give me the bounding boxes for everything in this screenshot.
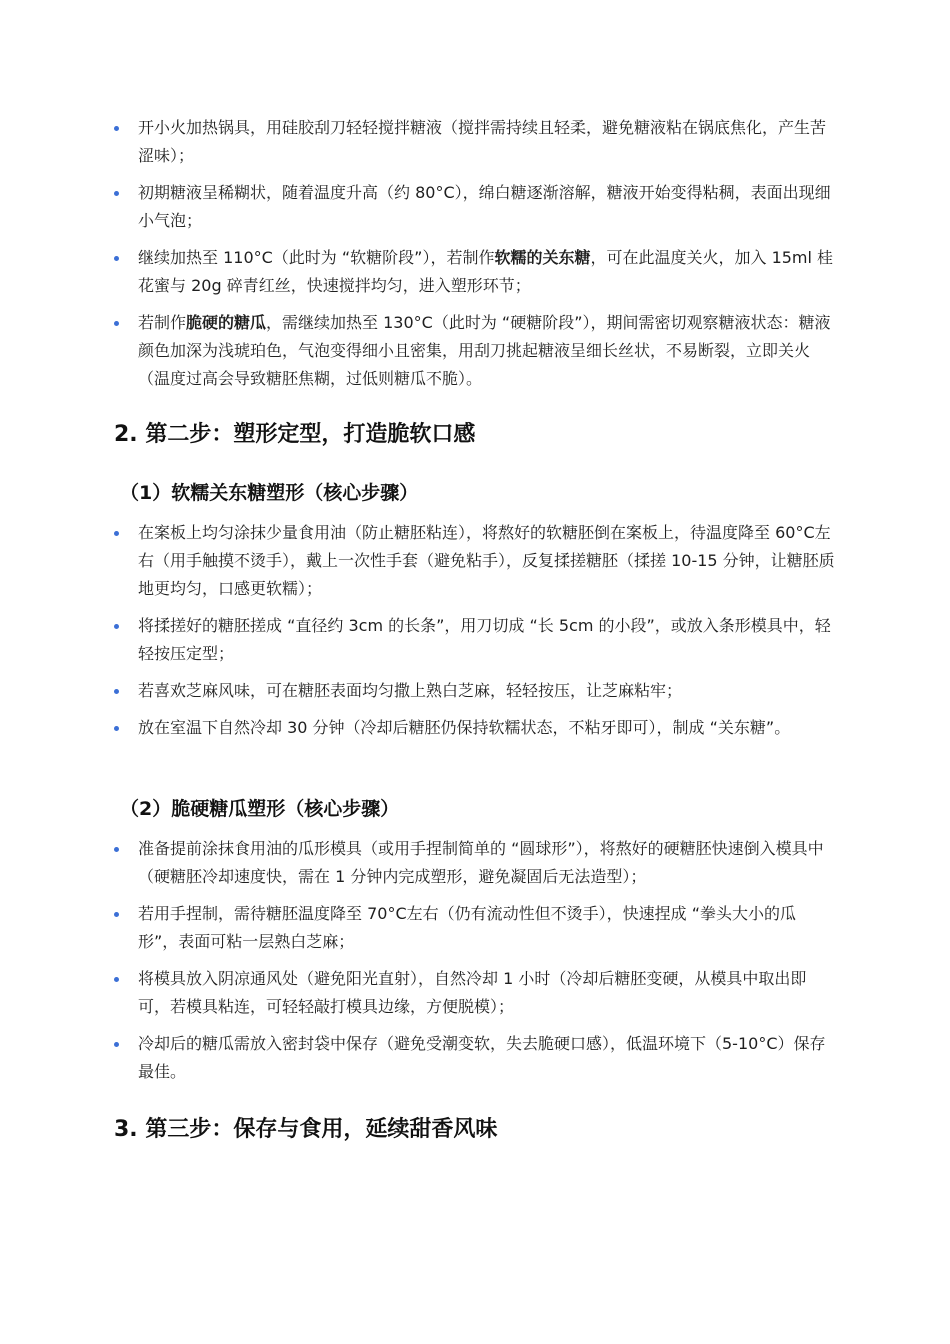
step2-sub1-heading: （1）软糯关东糖塑形（核心步骤） (120, 482, 419, 504)
list-item (112, 677, 836, 705)
step2-sub2-heading: （2）脆硬糖瓜塑形（核心步骤） (120, 798, 400, 820)
step3-heading: 3. 第三步：保存与食用，延续甜香风味 (114, 1117, 498, 1142)
bullet-text-bold: 脆硬的糖瓜 (186, 313, 267, 332)
list-item (112, 309, 836, 393)
list-item (112, 114, 836, 170)
bullet-text: 将模具放入阴凉通风处（避免阳光直射），自然冷却 1 小时（冷却后糖胚变硬，从模具中取出即可，若模具粘连，可轻轻敲打模具边缘，方便脱模）； (138, 969, 807, 1016)
list-item (112, 179, 836, 235)
bullet-text: 在案板上均匀涂抹少量食用油（防止糖胚粘连），将熬好的软糖胚倒在案板上，待温度降至 60°C左右（用手触摸不烫手），戴上一次性手套（避免粘手），反复揉搓糖胚（揉搓 10-15 分钟，让糖胚质地更均匀，口感更软糯）； (138, 523, 835, 598)
list-item (112, 1030, 836, 1086)
bullet-dot-icon (114, 191, 119, 196)
bullet-dot-icon (114, 531, 119, 536)
step2-sub2-bullet-list (112, 835, 836, 1095)
bullet-text-bold: 软糯的关东糖 (494, 248, 591, 267)
list-item (112, 714, 836, 742)
bullet-text-part: ，可在此温度关火，加入 15ml 桂花蜜与 20g 碎青红丝，快速搅拌均匀，进入塑形环节； (138, 248, 834, 295)
step2-heading: 2. 第二步：塑形定型，打造脆软口感 (114, 422, 476, 447)
bullet-text (138, 313, 831, 388)
bullet-text: 冷却后的糖瓜需放入密封袋中保存（避免受潮变软，失去脆硬口感），低温环境下（5-10°C）保存最佳。 (138, 1034, 826, 1081)
list-item (112, 965, 836, 1021)
bullet-text: 若喜欢芝麻风味，可在糖胚表面均匀撒上熟白芝麻，轻轻按压，让芝麻粘牢； (138, 681, 683, 700)
bullet-text: 准备提前涂抹食用油的瓜形模具（或用手捏制简单的 “圆球形”），将熬好的硬糖胚快速倒入模具中（硬糖胚冷却速度快，需在 1 分钟内完成塑形，避免凝固后无法造型）； (138, 839, 824, 886)
bullet-text: 若用手捏制，需待糖胚温度降至 70°C左右（仍有流动性但不烫手），快速捏成 “拳头大小的瓜形”，表面可粘一层熟白芝麻； (138, 904, 796, 951)
bullet-dot-icon (114, 321, 119, 326)
bullet-text: 开小火加热锅具，用硅胶刮刀轻轻搅拌糖液（搅拌需持续且轻柔，避免糖液粘在锅底焦化，产生苦涩味）； (138, 118, 827, 165)
bullet-dot-icon (114, 847, 119, 852)
list-item (112, 900, 836, 956)
bullet-text (138, 248, 833, 295)
bullet-dot-icon (114, 624, 119, 629)
bullet-text-part: ，需继续加热至 130°C（此时为 “硬糖阶段”），期间需密切观察糖液状态：糖液颜色加深为浅琥珀色，气泡变得细小且密集，用刮刀挑起糖液呈细长丝状，不易断裂，立即关火（温度过高会导致糖胚焦糊，过低则糖瓜不脆）。 (138, 313, 831, 388)
bullet-dot-icon (114, 126, 119, 131)
bullet-dot-icon (114, 1042, 119, 1047)
list-item (112, 835, 836, 891)
list-item (112, 612, 836, 668)
step1-bullet-list (112, 114, 836, 402)
bullet-text-part: 若制作 (138, 313, 187, 332)
bullet-text-part: 继续加热至 110°C（此时为 “软糖阶段”），若制作 (138, 248, 495, 267)
bullet-text: 放在室温下自然冷却 30 分钟（冷却后糖胚仍保持软糯状态，不粘牙即可），制成 “关东糖”。 (138, 718, 791, 737)
step2-sub1-bullet-list (112, 519, 836, 751)
bullet-text: 初期糖液呈稀糊状，随着温度升高（约 80°C），绵白糖逐渐溶解，糖液开始变得粘稠，表面出现细小气泡； (138, 183, 831, 230)
bullet-dot-icon (114, 912, 119, 917)
bullet-text: 将揉搓好的糖胚搓成 “直径约 3cm 的长条”，用刀切成 “长 5cm 的小段”，或放入条形模具中，轻轻按压定型； (138, 616, 831, 663)
bullet-dot-icon (114, 977, 119, 982)
bullet-dot-icon (114, 726, 119, 731)
list-item (112, 244, 836, 300)
list-item (112, 519, 836, 603)
bullet-dot-icon (114, 689, 119, 694)
bullet-dot-icon (114, 256, 119, 261)
